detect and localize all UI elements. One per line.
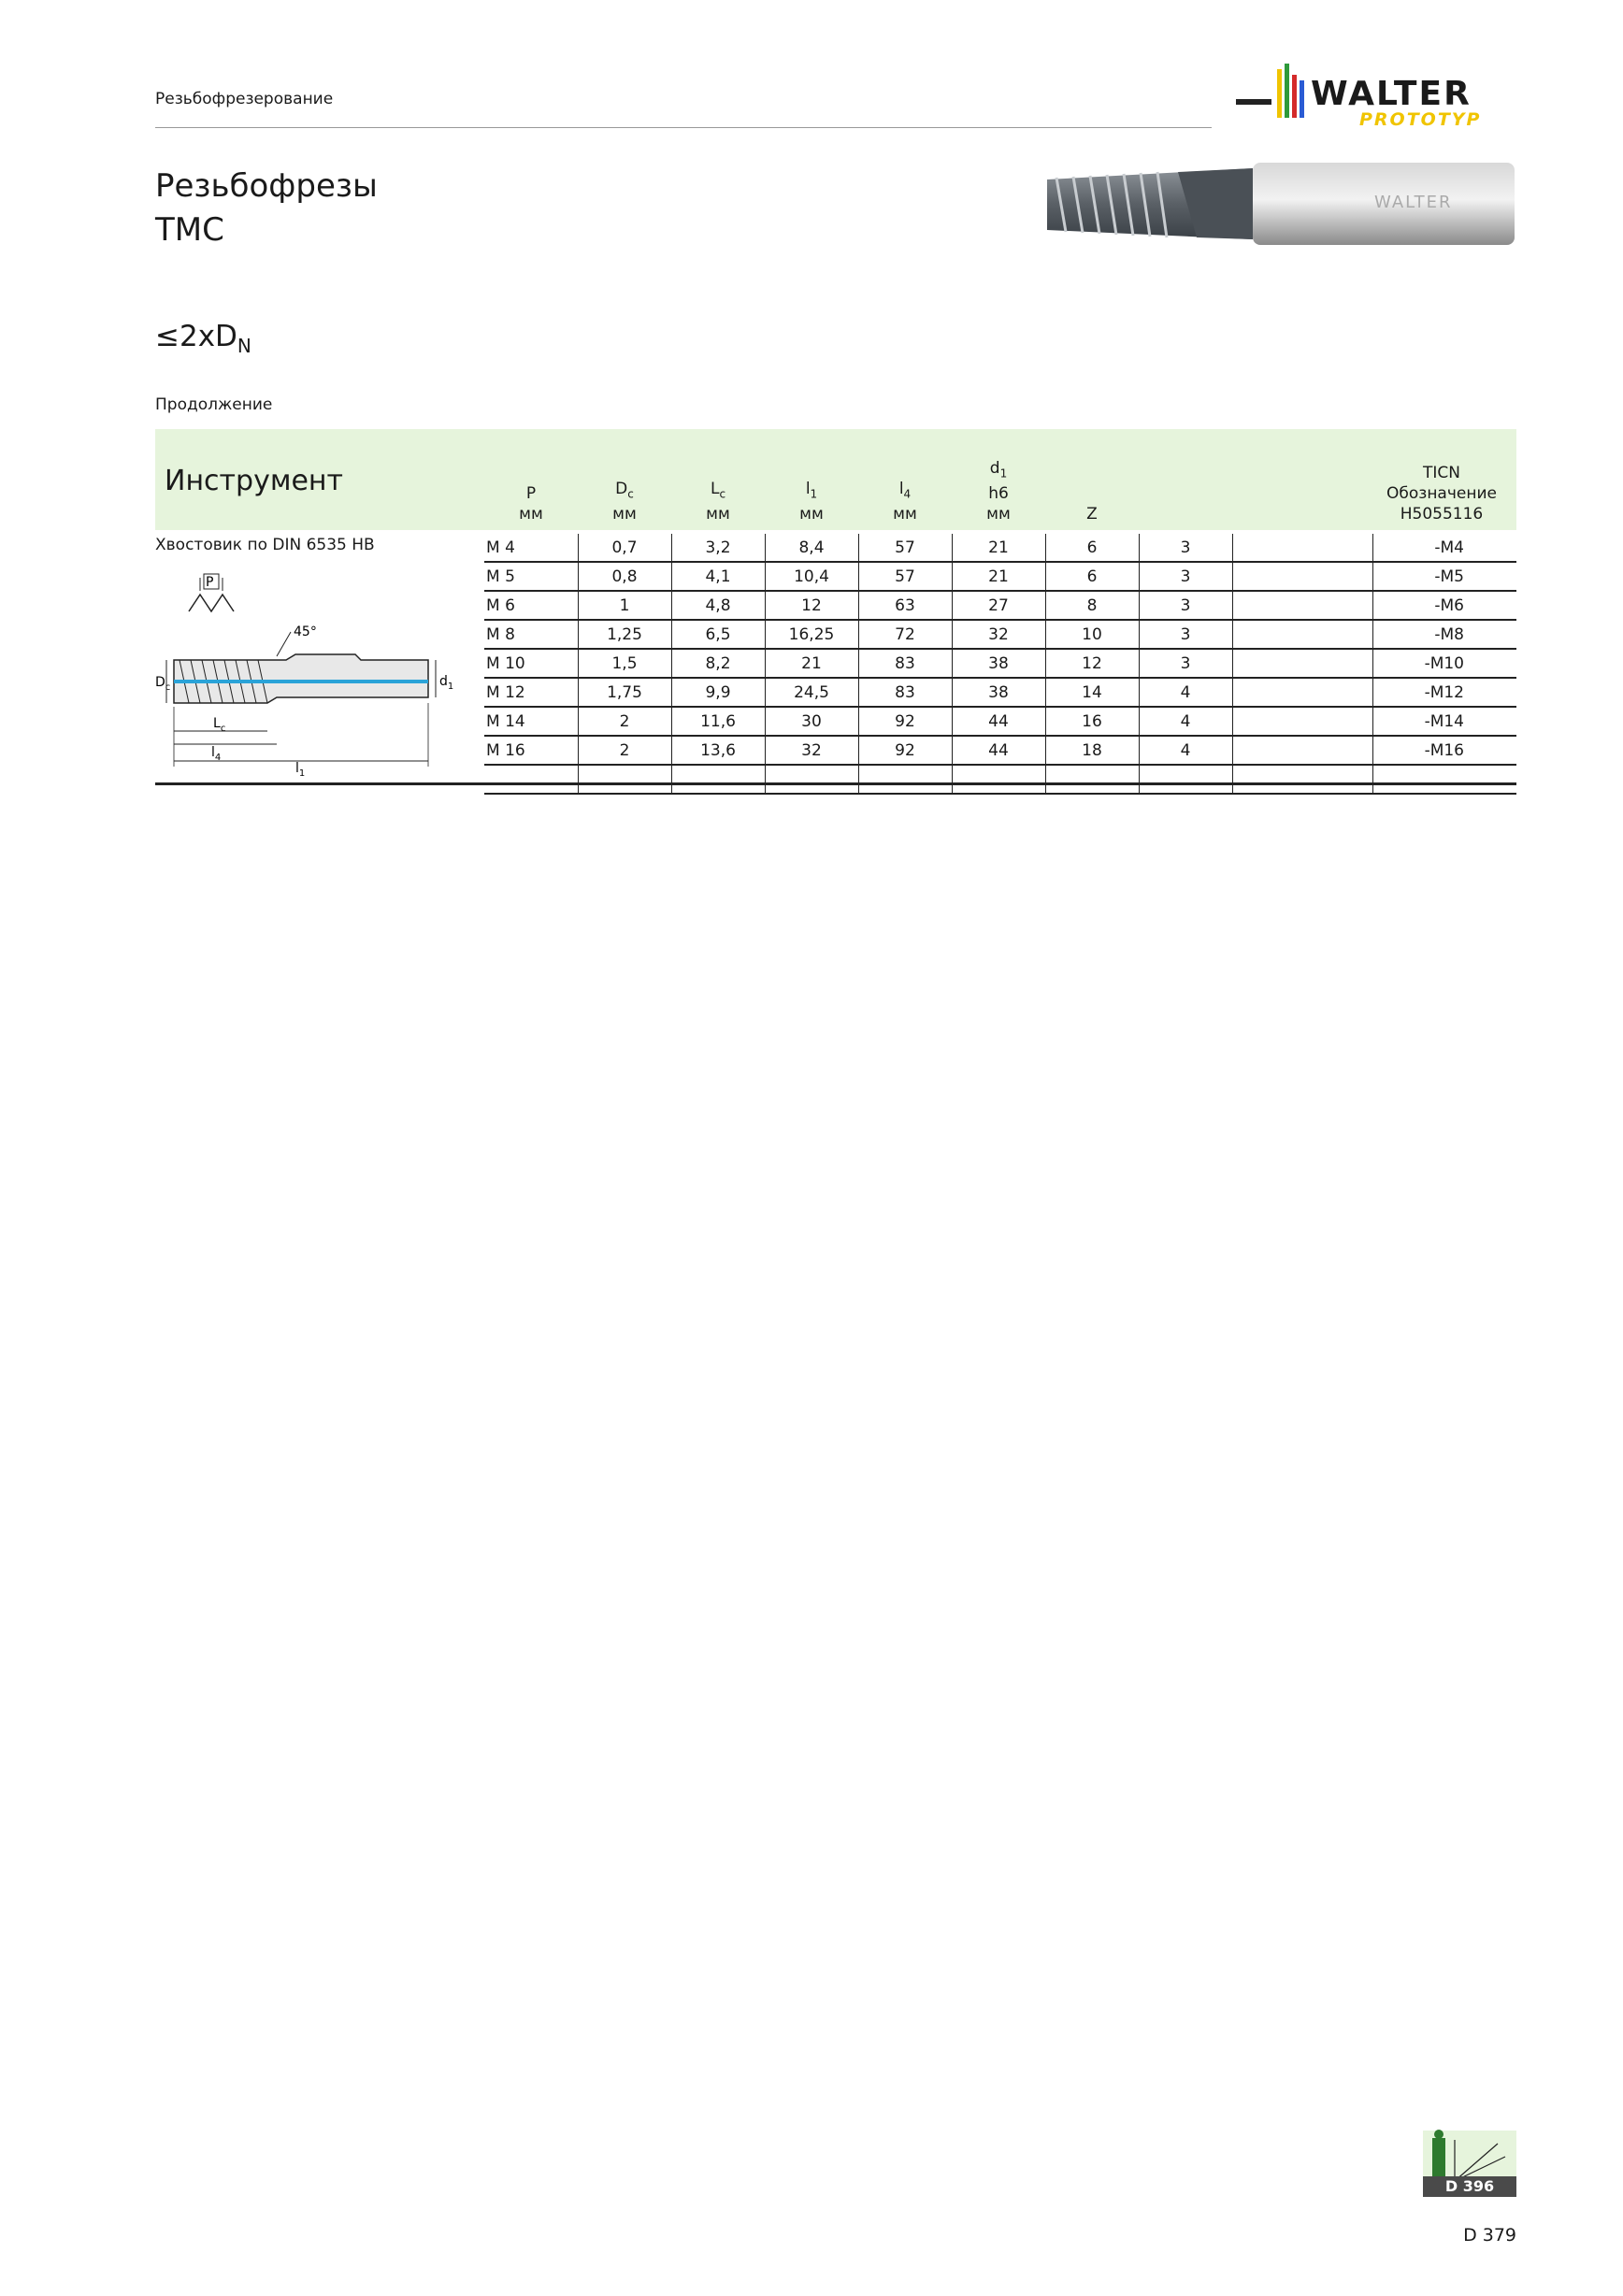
cell-size: M 4 bbox=[484, 534, 578, 562]
col-d1: $d_1$ h6 мм bbox=[986, 458, 1011, 524]
col-dc: $D_c$ мм bbox=[612, 479, 637, 524]
cell-l1: 92 bbox=[858, 707, 952, 736]
cell-z: 4 bbox=[1139, 736, 1232, 765]
cell-size: M 5 bbox=[484, 562, 578, 591]
table-row bbox=[484, 591, 1516, 620]
cell-p: 1,75 bbox=[578, 678, 671, 707]
cell-l1: 83 bbox=[858, 678, 952, 707]
photo-brand: WALTER bbox=[1374, 193, 1453, 212]
cell-l1 bbox=[858, 765, 952, 794]
cell-blank bbox=[1232, 678, 1372, 707]
walter-prototyp-logo bbox=[1236, 60, 1516, 135]
cell-des: -M6 bbox=[1372, 591, 1516, 620]
cell-p: 0,7 bbox=[578, 534, 671, 562]
cell-l1: 57 bbox=[858, 562, 952, 591]
table-row bbox=[484, 707, 1516, 736]
cell-p: 1,5 bbox=[578, 649, 671, 678]
col-grade: TICN Обозначение H5055116 bbox=[1386, 464, 1497, 524]
schematic-l4: $l_4$ bbox=[211, 745, 222, 763]
cell-z: 4 bbox=[1139, 707, 1232, 736]
cell-dc: 6,5 bbox=[671, 620, 765, 649]
col-z: Z bbox=[1086, 505, 1098, 524]
cell-l4: 21 bbox=[952, 534, 1045, 562]
cell-size: M 12 bbox=[484, 678, 578, 707]
cell-dc: 4,1 bbox=[671, 562, 765, 591]
cell-des: -M12 bbox=[1372, 678, 1516, 707]
cell-l1: 72 bbox=[858, 620, 952, 649]
cell-d1: 12 bbox=[1045, 649, 1139, 678]
cell-des: -M14 bbox=[1372, 707, 1516, 736]
cell-z: 3 bbox=[1139, 620, 1232, 649]
cell-lc: 8,4 bbox=[765, 534, 858, 562]
cell-des: -M4 bbox=[1372, 534, 1516, 562]
col-p: P мм bbox=[519, 484, 543, 524]
table-row bbox=[484, 765, 1516, 794]
header-rule bbox=[155, 127, 1212, 128]
col-lc: $L_c$ мм bbox=[706, 479, 730, 524]
cell-blank bbox=[1232, 649, 1372, 678]
cell-dc bbox=[671, 765, 765, 794]
cell-blank bbox=[1232, 534, 1372, 562]
cell-des: -M8 bbox=[1372, 620, 1516, 649]
cell-l4: 27 bbox=[952, 591, 1045, 620]
tool-label: Инструмент bbox=[165, 465, 344, 497]
cell-l4: 44 bbox=[952, 707, 1045, 736]
cell-blank bbox=[1232, 736, 1372, 765]
cell-size bbox=[484, 765, 578, 794]
cell-size: M 8 bbox=[484, 620, 578, 649]
cell-size: M 16 bbox=[484, 736, 578, 765]
schematic-l1: $l_1$ bbox=[295, 761, 306, 779]
cell-l4: 44 bbox=[952, 736, 1045, 765]
table-bottom-rule bbox=[155, 782, 1516, 785]
schematic-dc: $D_c$ bbox=[155, 675, 171, 693]
table-row bbox=[484, 736, 1516, 765]
cell-blank bbox=[1232, 765, 1372, 794]
table-row bbox=[484, 620, 1516, 649]
cell-d1: 10 bbox=[1045, 620, 1139, 649]
cell-d1 bbox=[1045, 765, 1139, 794]
cell-lc: 12 bbox=[765, 591, 858, 620]
cell-z: 3 bbox=[1139, 562, 1232, 591]
schematic-d1: $d_1$ bbox=[439, 674, 454, 692]
cell-size: M 10 bbox=[484, 649, 578, 678]
cell-dc: 3,2 bbox=[671, 534, 765, 562]
col-l4: $l_4$ мм bbox=[893, 479, 917, 524]
logo-word: WALTER bbox=[1311, 75, 1472, 113]
cell-d1: 18 bbox=[1045, 736, 1139, 765]
cell-p bbox=[578, 765, 671, 794]
cell-dc: 11,6 bbox=[671, 707, 765, 736]
cell-d1: 6 bbox=[1045, 534, 1139, 562]
continuation-label: Продолжение bbox=[155, 395, 273, 414]
cell-l4: 38 bbox=[952, 649, 1045, 678]
title-line-1: Резьбофрезы bbox=[155, 167, 378, 205]
col-l1: $l_1$ мм bbox=[799, 479, 824, 524]
table-row bbox=[484, 534, 1516, 562]
cell-lc: 10,4 bbox=[765, 562, 858, 591]
cell-blank bbox=[1232, 707, 1372, 736]
cell-blank bbox=[1232, 620, 1372, 649]
cell-dc: 9,9 bbox=[671, 678, 765, 707]
schematic-angle: 45° bbox=[294, 624, 317, 639]
table-row bbox=[484, 562, 1516, 591]
cell-des: -M10 bbox=[1372, 649, 1516, 678]
table-row bbox=[484, 678, 1516, 707]
cell-lc: 32 bbox=[765, 736, 858, 765]
cell-z: 3 bbox=[1139, 534, 1232, 562]
logo-sub: PROTOTYP bbox=[1359, 109, 1482, 130]
cell-p: 1,25 bbox=[578, 620, 671, 649]
page-title bbox=[155, 165, 378, 252]
reach-label: $\le 2xD_N$ bbox=[155, 320, 251, 358]
cell-z: 3 bbox=[1139, 591, 1232, 620]
cell-z bbox=[1139, 765, 1232, 794]
cell-d1: 8 bbox=[1045, 591, 1139, 620]
title-line-2: TMC bbox=[155, 211, 224, 249]
cell-blank bbox=[1232, 562, 1372, 591]
cell-blank bbox=[1232, 591, 1372, 620]
tool-schematic bbox=[155, 557, 464, 779]
cell-dc: 13,6 bbox=[671, 736, 765, 765]
section-label: Резьбофрезерование bbox=[155, 90, 334, 108]
schematic-lc: $L_c$ bbox=[213, 716, 226, 734]
cell-p: 1 bbox=[578, 591, 671, 620]
schematic-p: P bbox=[206, 575, 214, 590]
cell-lc: 16,25 bbox=[765, 620, 858, 649]
cell-z: 3 bbox=[1139, 649, 1232, 678]
cell-des bbox=[1372, 765, 1516, 794]
cell-l1: 63 bbox=[858, 591, 952, 620]
cell-lc: 21 bbox=[765, 649, 858, 678]
cell-lc: 30 bbox=[765, 707, 858, 736]
cell-p: 2 bbox=[578, 736, 671, 765]
cell-size: M 14 bbox=[484, 707, 578, 736]
cell-l4: 32 bbox=[952, 620, 1045, 649]
cell-size: M 6 bbox=[484, 591, 578, 620]
cell-dc: 8,2 bbox=[671, 649, 765, 678]
cell-l4 bbox=[952, 765, 1045, 794]
data-table bbox=[484, 534, 1516, 795]
page-reference[interactable]: D 396 bbox=[1423, 2176, 1516, 2197]
table-row bbox=[484, 649, 1516, 678]
cell-l1: 92 bbox=[858, 736, 952, 765]
cell-lc bbox=[765, 765, 858, 794]
cell-z: 4 bbox=[1139, 678, 1232, 707]
cell-p: 2 bbox=[578, 707, 671, 736]
cell-d1: 16 bbox=[1045, 707, 1139, 736]
cell-l1: 83 bbox=[858, 649, 952, 678]
table-header bbox=[155, 429, 1516, 530]
shank-label: Хвостовик по DIN 6535 HB bbox=[155, 536, 375, 554]
cell-des: -M16 bbox=[1372, 736, 1516, 765]
cell-p: 0,8 bbox=[578, 562, 671, 591]
tool-photo bbox=[1038, 159, 1516, 249]
cell-lc: 24,5 bbox=[765, 678, 858, 707]
cell-l4: 21 bbox=[952, 562, 1045, 591]
page-number: D 379 bbox=[1463, 2225, 1516, 2246]
cell-d1: 6 bbox=[1045, 562, 1139, 591]
cell-dc: 4,8 bbox=[671, 591, 765, 620]
cell-d1: 14 bbox=[1045, 678, 1139, 707]
cell-l1: 57 bbox=[858, 534, 952, 562]
cell-l4: 38 bbox=[952, 678, 1045, 707]
cell-des: -M5 bbox=[1372, 562, 1516, 591]
